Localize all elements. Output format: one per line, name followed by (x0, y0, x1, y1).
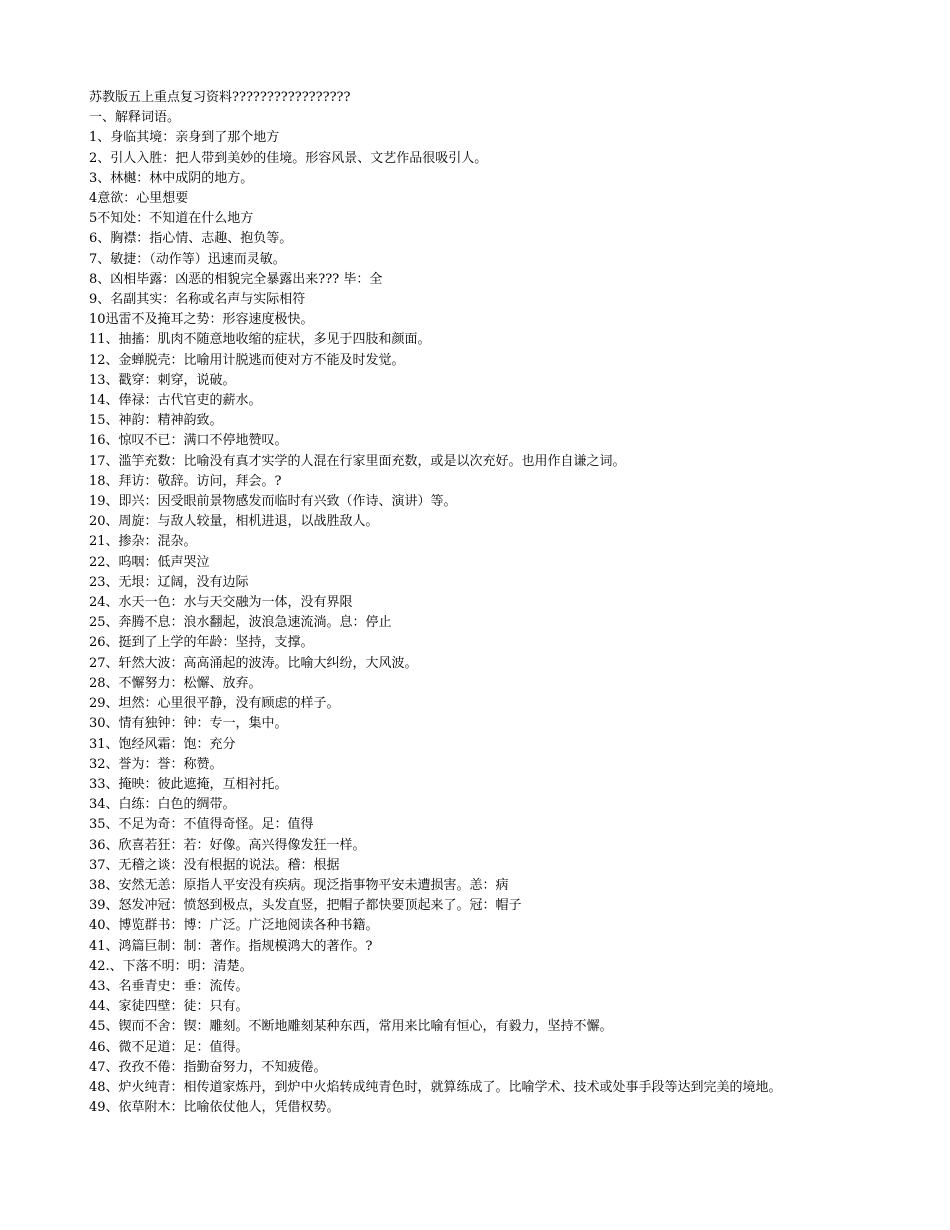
entry-38: 38、安然无恙：原指人平安没有疾病。现泛指事物平安未遭损害。恙：病 (89, 877, 509, 893)
entry-45: 45、锲而不舍：锲：雕刻。不断地雕刻某种东西，常用来比喻有恒心，有毅力，坚持不懈。 (89, 1019, 613, 1035)
entry-41: 41、鸿篇巨制：制：著作。指规模鸿大的著作。? (89, 938, 373, 954)
entry-22: 22、呜咽：低声哭泣 (89, 554, 210, 570)
entry-14: 14、俸禄：古代官吏的薪水。 (89, 393, 262, 409)
entry-5: 5不知处：不知道在什么地方 (89, 211, 254, 227)
entry-9: 9、名副其实：名称或名声与实际相符 (89, 292, 306, 308)
entry-40: 40、博览群书：博：广泛。广泛地阅读各种书籍。 (89, 918, 379, 934)
entry-10: 10迅雷不及掩耳之势：形容速度极快。 (89, 312, 314, 328)
entry-29: 29、坦然：心里很平静，没有顾虑的样子。 (89, 696, 340, 712)
entry-36: 36、欣喜若狂：若：好像。高兴得像发狂一样。 (89, 837, 366, 853)
entry-2: 2、引人入胜：把人带到美妙的佳境。形容风景、文艺作品很吸引人。 (89, 150, 488, 166)
entry-20: 20、周旋：与敌人较量，相机进退，以战胜敌人。 (89, 514, 379, 530)
entry-35: 35、不足为奇：不值得奇怪。足：值得 (89, 817, 314, 833)
entry-47: 47、孜孜不倦：指勤奋努力，不知疲倦。 (89, 1059, 327, 1075)
entry-37: 37、无稽之谈：没有根据的说法。稽：根据 (89, 857, 340, 873)
entry-4: 4意欲：心里想要 (89, 191, 189, 207)
entry-43: 43、名垂青史：垂：流传。 (89, 978, 249, 994)
entry-6: 6、胸襟：指心情、志趣、抱负等。 (89, 231, 293, 247)
entry-3: 3、林樾：林中成阴的地方。 (89, 170, 254, 186)
entry-34: 34、白练：白色的绸带。 (89, 797, 236, 813)
entry-12: 12、金蝉脱壳：比喻用计脱逃而使对方不能及时发觉。 (89, 352, 405, 368)
entry-28: 28、不懈努力：松懈、放弃。 (89, 675, 262, 691)
entry-16: 16、惊叹不已：满口不停地赞叹。 (89, 433, 288, 449)
entry-48: 48、炉火纯青：相传道家炼丹，到炉中火焰转成纯青色时，就算练成了。比喻学术、技术或处事手段等达到完美的境地。 (89, 1079, 782, 1095)
entry-27: 27、轩然大波：高高涌起的波涛。比喻大纠纷，大风波。 (89, 655, 418, 671)
entry-44: 44、家徒四壁：徒：只有。 (89, 999, 249, 1015)
entry-39: 39、怒发冲冠：愤怒到极点，头发直竖，把帽子都快要顶起来了。冠：帽子 (89, 898, 522, 914)
entry-31: 31、饱经风霜：饱：充分 (89, 736, 236, 752)
entry-26: 26、挺到了上学的年龄：坚持，支撑。 (89, 635, 314, 651)
entry-49: 49、依草附木：比喻依仗他人，凭借权势。 (89, 1100, 340, 1116)
entry-18: 18、拜访：敬辞。访问，拜会。? (89, 473, 282, 489)
entry-7: 7、敏捷：（动作等）迅速而灵敏。 (89, 251, 286, 267)
entry-23: 23、无垠：辽阔，没有边际 (89, 574, 249, 590)
document-content (89, 88, 874, 1118)
entry-24: 24、水天一色：水与天交融为一体，没有界限 (89, 595, 353, 611)
entry-8: 8、凶相毕露：凶恶的相貌完全暴露出来??? 毕：全 (89, 271, 383, 287)
entry-25: 25、奔腾不息：浪水翻起，波浪急速流淌。息：停止 (89, 615, 392, 631)
document-title: 苏教版五上重点复习资料????????????????? (89, 90, 351, 105)
entry-30: 30、情有独钟：钟：专一，集中。 (89, 716, 288, 732)
entry-19: 19、即兴：因受眼前景物感发而临时有兴致（作诗、演讲）等。 (89, 494, 457, 510)
entry-46: 46、微不足道：足：值得。 (89, 1039, 249, 1055)
entry-33: 33、掩映：彼此遮掩，互相衬托。 (89, 776, 288, 792)
entry-13: 13、戳穿：刺穿，说破。 (89, 372, 236, 388)
entry-1: 1、身临其境：亲身到了那个地方 (89, 130, 280, 146)
section-heading: 一、解释词语。 (89, 110, 181, 126)
entry-11: 11、抽搐：肌肉不随意地收缩的症状，多见于四肢和颜面。 (89, 332, 431, 348)
entry-17: 17、滥竽充数：比喻没有真才实学的人混在行家里面充数，或是以次充好。也用作自谦之词。 (89, 453, 626, 469)
entry-15: 15、神韵：精神韵致。 (89, 413, 223, 429)
entry-21: 21、掺杂：混杂。 (89, 534, 197, 550)
entry-42: 42.、下落不明：明：清楚。 (89, 958, 253, 974)
entry-32: 32、誉为：誉：称赞。 (89, 756, 223, 772)
